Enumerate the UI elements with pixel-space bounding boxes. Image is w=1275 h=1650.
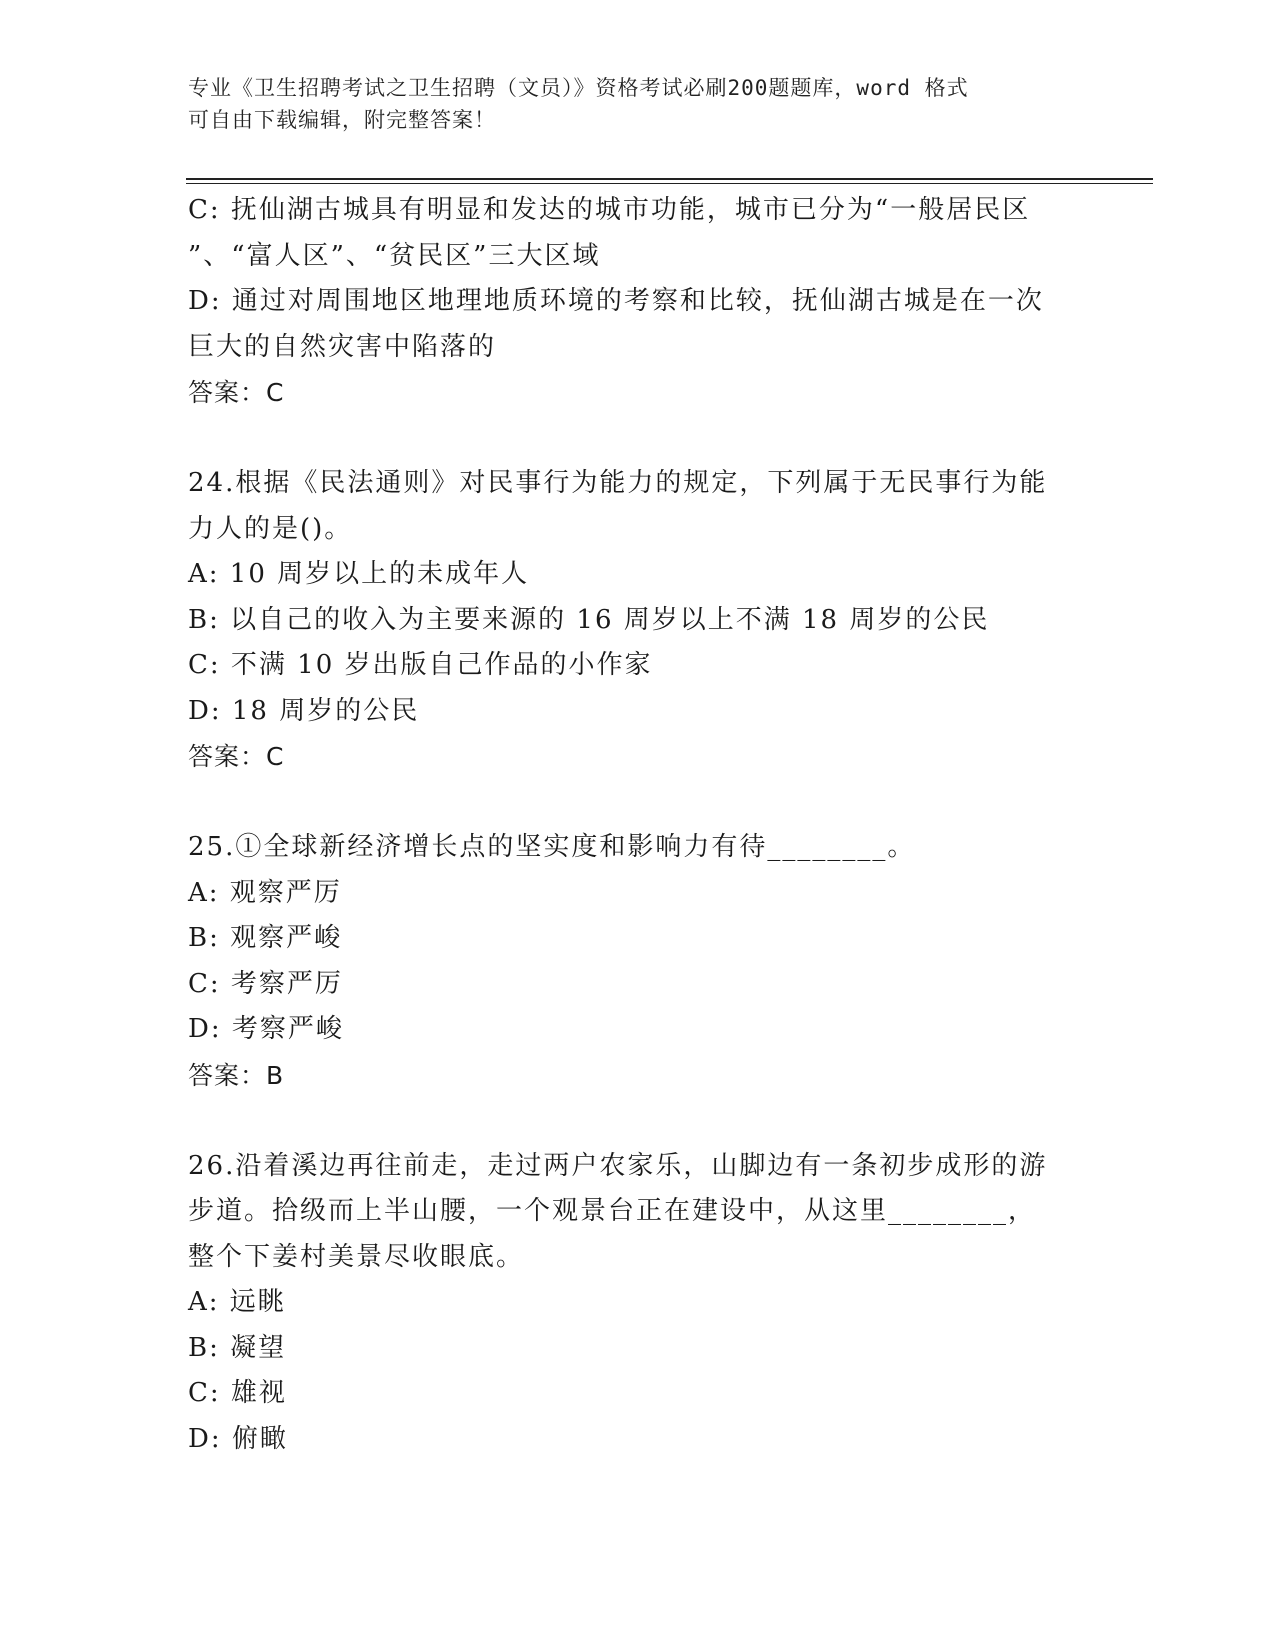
q25-option-c: C: 考察严厉: [188, 968, 343, 999]
q26-option-b: B: 凝望: [188, 1332, 287, 1363]
q23-option-c-line-2: ”、“富人区”、“贫民区”三大区域: [188, 240, 601, 271]
q26-option-a: A: 远眺: [188, 1287, 286, 1317]
q26-stem-line-2: 步道。拾级而上半山腰，一个观景台正在建设中，从这里________，: [188, 1196, 1037, 1226]
q26-option-d: D: 俯瞰: [188, 1423, 288, 1454]
q26-stem-line-3: 整个下姜村美景尽收眼底。: [188, 1241, 525, 1272]
header-line-1: 专业《卫生招聘考试之卫生招聘（文员）》资格考试必刷200题题库，word 格式: [188, 76, 969, 100]
q25-option-b: B: 观察严峻: [188, 923, 343, 953]
q24-option-d: D: 18 周岁的公民: [188, 695, 420, 726]
q24-answer: 答案：C: [188, 742, 285, 771]
q23-option-d-line-2: 巨大的自然灾害中陷落的: [188, 331, 497, 362]
q25-stem-line-1: 25.①全球新经济增长点的坚实度和影响力有待________。: [188, 832, 916, 862]
q24-option-a: A: 10 周岁以上的未成年人: [188, 559, 530, 589]
q23-option-d-line-1: D: 通过对周围地区地理地质环境的考察和比较，抚仙湖古城是在一次: [188, 286, 1044, 316]
q26-stem-line-1: 26.沿着溪边再往前走，走过两户农家乐，山脚边有一条初步成形的游: [188, 1150, 1048, 1181]
q23-option-c-line-1: C: 抚仙湖古城具有明显和发达的城市功能，城市已分为“一般居民区: [188, 195, 1031, 225]
q24-option-c: C: 不满 10 岁出版自己作品的小作家: [188, 650, 653, 680]
document-body: [188, 188, 1088, 1462]
question-24: [188, 461, 1088, 780]
header-divider: [186, 178, 1153, 184]
question-23: [188, 188, 1088, 416]
q26-option-c: C: 雄视: [188, 1378, 287, 1408]
q25-option-a: A: 观察严厉: [188, 877, 342, 908]
q25-answer: 答案：B: [188, 1060, 285, 1090]
header-line-2: 可自由下载编辑，附完整答案！: [188, 108, 496, 132]
spacer: [188, 780, 1088, 826]
q25-option-d: D: 考察严峻: [188, 1014, 344, 1044]
spacer: [188, 1098, 1088, 1144]
question-26: [188, 1144, 1088, 1463]
q23-answer: 答案：C: [188, 378, 285, 407]
spacer: [188, 416, 1088, 462]
question-25: [188, 825, 1088, 1098]
q24-stem-line-2: 力人的是()。: [188, 513, 353, 544]
q24-stem-line-1: 24.根据《民法通则》对民事行为能力的规定，下列属于无民事行为能: [188, 468, 1048, 498]
q24-option-b: B: 以自己的收入为主要来源的 16 周岁以上不满 18 周岁的公民: [188, 604, 990, 635]
page-header: [188, 72, 1088, 136]
